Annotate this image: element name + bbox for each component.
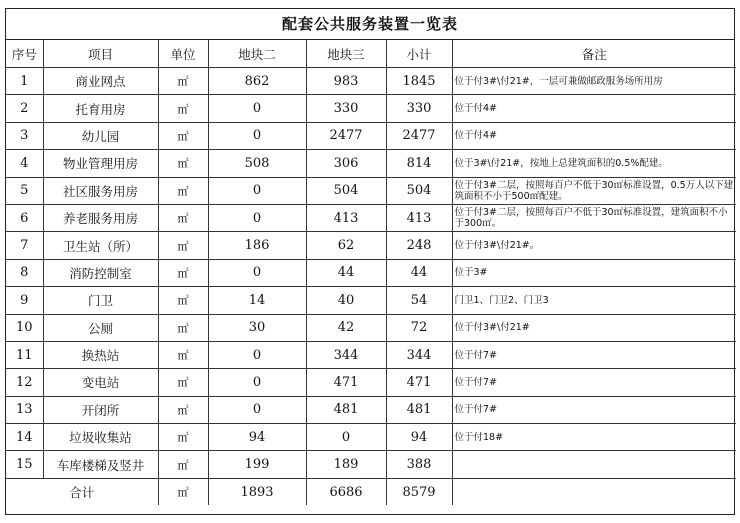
cell-block3: 504: [306, 177, 386, 204]
cell-block3: 0: [306, 424, 386, 451]
cell-block2: 0: [208, 396, 306, 423]
cell-unit: ㎡: [158, 150, 208, 177]
cell-note: 位于付3#\付21#。: [452, 232, 736, 259]
cell-item: 公厕: [43, 314, 158, 341]
cell-block3: 413: [306, 204, 386, 231]
table-row: [6, 259, 736, 286]
table-row: [6, 287, 736, 314]
cell-block2: 508: [208, 150, 306, 177]
cell-note: 位于3#\付21#，按地上总建筑面积的0.5%配建。: [452, 150, 736, 177]
cell-block2: 94: [208, 424, 306, 451]
cell-block2: 862: [208, 68, 306, 95]
cell-unit: ㎡: [158, 341, 208, 368]
cell-note: 位于付4#: [452, 95, 736, 122]
cell-note: [452, 451, 736, 478]
cell-block3: 40: [306, 287, 386, 314]
cell-note: 位于付3#\付21#，一层可兼做邮政服务场所用房: [452, 68, 736, 95]
cell-note: 位于付3#二层，按照每百户不低于30㎡标准设置，建筑面积不小于300㎡。: [452, 204, 736, 231]
table-body: [6, 68, 736, 506]
cell-subtotal: 388: [386, 451, 452, 478]
cell-seq: 10: [6, 314, 43, 341]
cell-note: 位于付7#: [452, 369, 736, 396]
cell-subtotal: 481: [386, 396, 452, 423]
total-block3: 6686: [306, 478, 386, 505]
cell-subtotal: 471: [386, 369, 452, 396]
cell-seq: 6: [6, 204, 43, 231]
cell-unit: ㎡: [158, 259, 208, 286]
header-block3: 地块三: [306, 40, 386, 68]
cell-seq: 1: [6, 68, 43, 95]
cell-unit: ㎡: [158, 95, 208, 122]
cell-item: 车库楼梯及竖井: [43, 451, 158, 478]
cell-block3: 62: [306, 232, 386, 259]
cell-subtotal: 814: [386, 150, 452, 177]
header-item: 项目: [43, 40, 158, 68]
cell-block3: 983: [306, 68, 386, 95]
cell-item: 物业管理用房: [43, 150, 158, 177]
cell-subtotal: 344: [386, 341, 452, 368]
cell-subtotal: 54: [386, 287, 452, 314]
cell-block3: 44: [306, 259, 386, 286]
cell-item: 托育用房: [43, 95, 158, 122]
cell-note: 位于付3#\付21#: [452, 314, 736, 341]
cell-item: 商业网点: [43, 68, 158, 95]
cell-note: 位于付18#: [452, 424, 736, 451]
cell-subtotal: 94: [386, 424, 452, 451]
total-unit: ㎡: [158, 478, 208, 505]
cell-block3: 306: [306, 150, 386, 177]
table-row: [6, 451, 736, 478]
cell-block2: 0: [208, 369, 306, 396]
total-label: 合计: [6, 478, 158, 505]
cell-unit: ㎡: [158, 314, 208, 341]
header-subtotal: 小计: [386, 40, 452, 68]
table-row: [6, 150, 736, 177]
cell-block2: 0: [208, 341, 306, 368]
cell-seq: 14: [6, 424, 43, 451]
cell-seq: 9: [6, 287, 43, 314]
table-row: [6, 95, 736, 122]
cell-note: 位于付3#二层，按照每百户不低于30㎡标准设置，0.5万人以下建筑面积不小于500㎡配建。: [452, 177, 736, 204]
cell-unit: ㎡: [158, 122, 208, 149]
cell-subtotal: 248: [386, 232, 452, 259]
cell-block2: 0: [208, 259, 306, 286]
header-row: [6, 40, 736, 68]
cell-block2: 186: [208, 232, 306, 259]
cell-note: 位于3#: [452, 259, 736, 286]
cell-unit: ㎡: [158, 424, 208, 451]
cell-unit: ㎡: [158, 232, 208, 259]
cell-subtotal: 330: [386, 95, 452, 122]
cell-unit: ㎡: [158, 396, 208, 423]
cell-block2: 0: [208, 122, 306, 149]
table-row: [6, 177, 736, 204]
cell-item: 换热站: [43, 341, 158, 368]
cell-subtotal: 504: [386, 177, 452, 204]
total-note: [452, 478, 736, 505]
cell-seq: 7: [6, 232, 43, 259]
cell-block2: 0: [208, 95, 306, 122]
cell-block2: 0: [208, 177, 306, 204]
header-seq: 序号: [6, 40, 43, 68]
cell-note: 位于付4#: [452, 122, 736, 149]
cell-block2: 30: [208, 314, 306, 341]
table-row: [6, 314, 736, 341]
facility-table: [6, 40, 736, 505]
table-row: [6, 396, 736, 423]
cell-block2: 0: [208, 204, 306, 231]
cell-unit: ㎡: [158, 369, 208, 396]
table-row: [6, 204, 736, 231]
cell-item: 消防控制室: [43, 259, 158, 286]
cell-item: 社区服务用房: [43, 177, 158, 204]
table-row: [6, 369, 736, 396]
cell-block3: 189: [306, 451, 386, 478]
table-row: [6, 232, 736, 259]
cell-unit: ㎡: [158, 451, 208, 478]
cell-unit: ㎡: [158, 177, 208, 204]
cell-note: 位于付7#: [452, 341, 736, 368]
header-unit: 单位: [158, 40, 208, 68]
cell-seq: 13: [6, 396, 43, 423]
cell-seq: 12: [6, 369, 43, 396]
cell-subtotal: 1845: [386, 68, 452, 95]
cell-item: 开闭所: [43, 396, 158, 423]
cell-block3: 344: [306, 341, 386, 368]
table-row: [6, 341, 736, 368]
cell-seq: 5: [6, 177, 43, 204]
total-block2: 1893: [208, 478, 306, 505]
cell-unit: ㎡: [158, 287, 208, 314]
cell-unit: ㎡: [158, 68, 208, 95]
cell-note: 门卫1、门卫2、门卫3: [452, 287, 736, 314]
cell-block3: 2477: [306, 122, 386, 149]
header-block2: 地块二: [208, 40, 306, 68]
cell-subtotal: 2477: [386, 122, 452, 149]
service-facility-table-sheet: [5, 8, 735, 515]
cell-subtotal: 72: [386, 314, 452, 341]
cell-seq: 2: [6, 95, 43, 122]
cell-note: 位于付7#: [452, 396, 736, 423]
cell-seq: 3: [6, 122, 43, 149]
cell-block3: 330: [306, 95, 386, 122]
table-title: 配套公共服务装置一览表: [6, 9, 734, 40]
cell-subtotal: 413: [386, 204, 452, 231]
cell-block3: 481: [306, 396, 386, 423]
cell-item: 变电站: [43, 369, 158, 396]
cell-block2: 199: [208, 451, 306, 478]
table-row: [6, 122, 736, 149]
cell-block3: 42: [306, 314, 386, 341]
cell-seq: 8: [6, 259, 43, 286]
total-subtotal: 8579: [386, 478, 452, 505]
cell-item: 幼儿园: [43, 122, 158, 149]
cell-item: 卫生站（所）: [43, 232, 158, 259]
cell-item: 门卫: [43, 287, 158, 314]
cell-block2: 14: [208, 287, 306, 314]
table-row: [6, 68, 736, 95]
cell-item: 垃圾收集站: [43, 424, 158, 451]
header-note: 备注: [452, 40, 736, 68]
cell-seq: 11: [6, 341, 43, 368]
total-row: [6, 478, 736, 505]
cell-subtotal: 44: [386, 259, 452, 286]
cell-unit: ㎡: [158, 204, 208, 231]
cell-item: 养老服务用房: [43, 204, 158, 231]
cell-seq: 15: [6, 451, 43, 478]
table-row: [6, 424, 736, 451]
cell-seq: 4: [6, 150, 43, 177]
cell-block3: 471: [306, 369, 386, 396]
